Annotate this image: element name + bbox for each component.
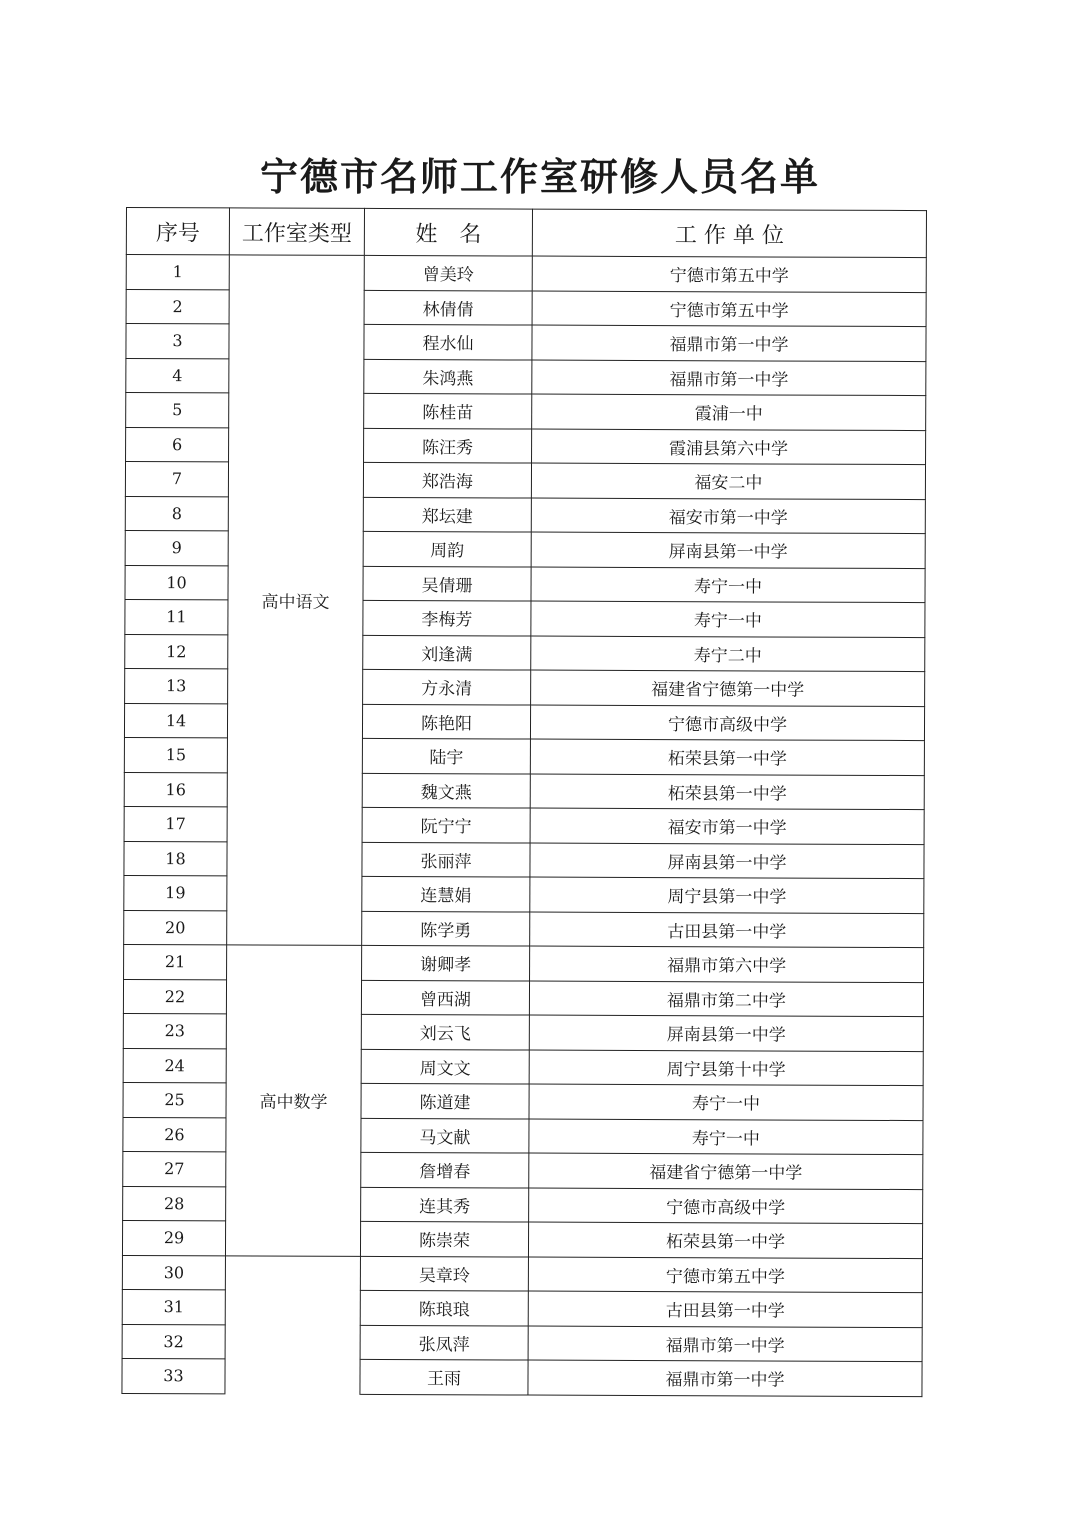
- row-name: 陈道建: [361, 1083, 529, 1118]
- row-name: 刘云飞: [361, 1014, 529, 1049]
- row-work-unit: 霞浦一中: [532, 394, 926, 430]
- row-work-unit: 福安二中: [531, 463, 925, 499]
- row-work-unit: 周宁县第一中学: [530, 877, 924, 913]
- row-work-unit: 宁德市第五中学: [532, 256, 926, 292]
- row-studio-type: 高中语文: [227, 255, 365, 946]
- row-work-unit: 柘荣县第一中学: [530, 774, 924, 810]
- row-name: 阮宁宁: [362, 807, 530, 842]
- row-name: 陈崇荣: [360, 1221, 528, 1256]
- row-seq: 25: [123, 1082, 226, 1117]
- row-name: 曾西湖: [361, 980, 529, 1015]
- row-name: 张丽萍: [362, 842, 530, 877]
- row-seq: 11: [125, 599, 228, 634]
- row-work-unit: 福鼎市第一中学: [528, 1360, 922, 1396]
- row-name: 陈琅琅: [360, 1290, 528, 1325]
- row-name: 吴章玲: [360, 1256, 528, 1291]
- row-seq: 8: [125, 496, 228, 531]
- row-work-unit: 寿宁一中: [529, 1084, 923, 1120]
- row-seq: 27: [123, 1151, 226, 1186]
- row-seq: 31: [122, 1289, 225, 1324]
- row-work-unit: 屏南县第一中学: [529, 1015, 923, 1051]
- row-work-unit: 柘荣县第一中学: [528, 1222, 922, 1258]
- row-seq: 3: [126, 324, 229, 359]
- row-name: 张凤萍: [360, 1325, 528, 1360]
- row-work-unit: 福鼎市第二中学: [529, 981, 923, 1017]
- row-name: 方永清: [363, 669, 531, 704]
- row-name: 陈汪秀: [364, 428, 532, 463]
- header-unit: 工 作 单 位: [532, 209, 926, 258]
- row-work-unit: 宁德市高级中学: [530, 705, 924, 741]
- row-work-unit: 福建省宁德第一中学: [531, 670, 925, 706]
- row-name: 郑坛建: [363, 497, 531, 532]
- row-seq: 30: [122, 1255, 225, 1290]
- roster-body: [122, 255, 926, 1397]
- row-seq: 17: [124, 806, 227, 841]
- table-row: [122, 1255, 922, 1293]
- row-seq: 6: [126, 427, 229, 462]
- row-seq: 19: [124, 875, 227, 910]
- row-seq: 15: [124, 737, 227, 772]
- row-name: 陈艳阳: [362, 704, 530, 739]
- header-name: 姓 名: [364, 208, 532, 256]
- roster-table: [121, 207, 927, 1397]
- row-name: 吴倩珊: [363, 566, 531, 601]
- row-name: 周韵: [363, 531, 531, 566]
- page-title: 宁德市名师工作室研修人员名单: [259, 154, 820, 199]
- row-name: 魏文燕: [362, 773, 530, 808]
- row-seq: 26: [123, 1117, 226, 1152]
- row-seq: 14: [124, 703, 227, 738]
- row-name: 马文献: [361, 1118, 529, 1153]
- row-name: 王雨: [360, 1359, 528, 1394]
- row-work-unit: 福鼎市第一中学: [532, 360, 926, 396]
- row-work-unit: 屏南县第一中学: [530, 843, 924, 879]
- row-name: 连其秀: [361, 1187, 529, 1222]
- row-seq: 23: [123, 1013, 226, 1048]
- row-seq: 33: [122, 1358, 225, 1393]
- row-work-unit: 寿宁一中: [531, 567, 925, 603]
- row-name: 谢卿孝: [362, 945, 530, 980]
- row-seq: 29: [122, 1220, 225, 1255]
- row-name: 陆宇: [362, 738, 530, 773]
- row-work-unit: 寿宁二中: [531, 636, 925, 672]
- row-work-unit: 福鼎市第一中学: [528, 1326, 922, 1362]
- row-studio-type: [225, 1255, 361, 1394]
- row-name: 程水仙: [364, 324, 532, 359]
- row-name: 曾美玲: [364, 255, 532, 290]
- row-work-unit: 霞浦县第六中学: [532, 429, 926, 465]
- row-seq: 22: [123, 979, 226, 1014]
- row-work-unit: 屏南县第一中学: [531, 532, 925, 568]
- row-seq: 13: [125, 668, 228, 703]
- row-seq: 4: [126, 358, 229, 393]
- row-seq: 16: [124, 772, 227, 807]
- row-seq: 28: [123, 1186, 226, 1221]
- row-seq: 5: [126, 393, 229, 428]
- row-seq: 12: [125, 634, 228, 669]
- row-name: 詹增春: [361, 1152, 529, 1187]
- row-seq: 1: [126, 255, 229, 290]
- row-seq: 21: [124, 944, 227, 979]
- row-work-unit: 寿宁一中: [529, 1119, 923, 1155]
- row-seq: 24: [123, 1048, 226, 1083]
- table-header-row: [126, 208, 926, 258]
- header-seq: 序号: [126, 208, 229, 255]
- row-name: 陈学勇: [362, 911, 530, 946]
- row-work-unit: 福鼎市第一中学: [532, 325, 926, 361]
- row-work-unit: 寿宁一中: [531, 601, 925, 637]
- row-work-unit: 福鼎市第六中学: [530, 946, 924, 982]
- row-work-unit: 福安市第一中学: [530, 808, 924, 844]
- table-row: [126, 255, 926, 293]
- row-seq: 9: [125, 530, 228, 565]
- row-name: 郑浩海: [363, 462, 531, 497]
- header-type: 工作室类型: [229, 208, 364, 256]
- row-work-unit: 宁德市第五中学: [528, 1257, 922, 1293]
- row-work-unit: 古田县第一中学: [528, 1291, 922, 1327]
- row-seq: 20: [124, 910, 227, 945]
- row-work-unit: 周宁县第十中学: [529, 1050, 923, 1086]
- row-work-unit: 宁德市高级中学: [529, 1188, 923, 1224]
- row-work-unit: 古田县第一中学: [530, 912, 924, 948]
- row-name: 李梅芳: [363, 600, 531, 635]
- row-seq: 2: [126, 289, 229, 324]
- row-work-unit: 宁德市第五中学: [532, 291, 926, 327]
- row-name: 连慧娟: [362, 876, 530, 911]
- row-name: 林倩倩: [364, 290, 532, 325]
- row-seq: 7: [125, 462, 228, 497]
- row-seq: 18: [124, 841, 227, 876]
- row-seq: 32: [122, 1324, 225, 1359]
- row-name: 周文文: [361, 1049, 529, 1084]
- row-work-unit: 柘荣县第一中学: [530, 739, 924, 775]
- row-seq: 10: [125, 565, 228, 600]
- table-row: [124, 944, 924, 982]
- row-work-unit: 福建省宁德第一中学: [529, 1153, 923, 1189]
- row-name: 陈桂苗: [364, 393, 532, 428]
- row-studio-type: 高中数学: [225, 945, 361, 1256]
- row-name: 朱鸿燕: [364, 359, 532, 394]
- row-work-unit: 福安市第一中学: [531, 498, 925, 534]
- row-name: 刘逢满: [363, 635, 531, 670]
